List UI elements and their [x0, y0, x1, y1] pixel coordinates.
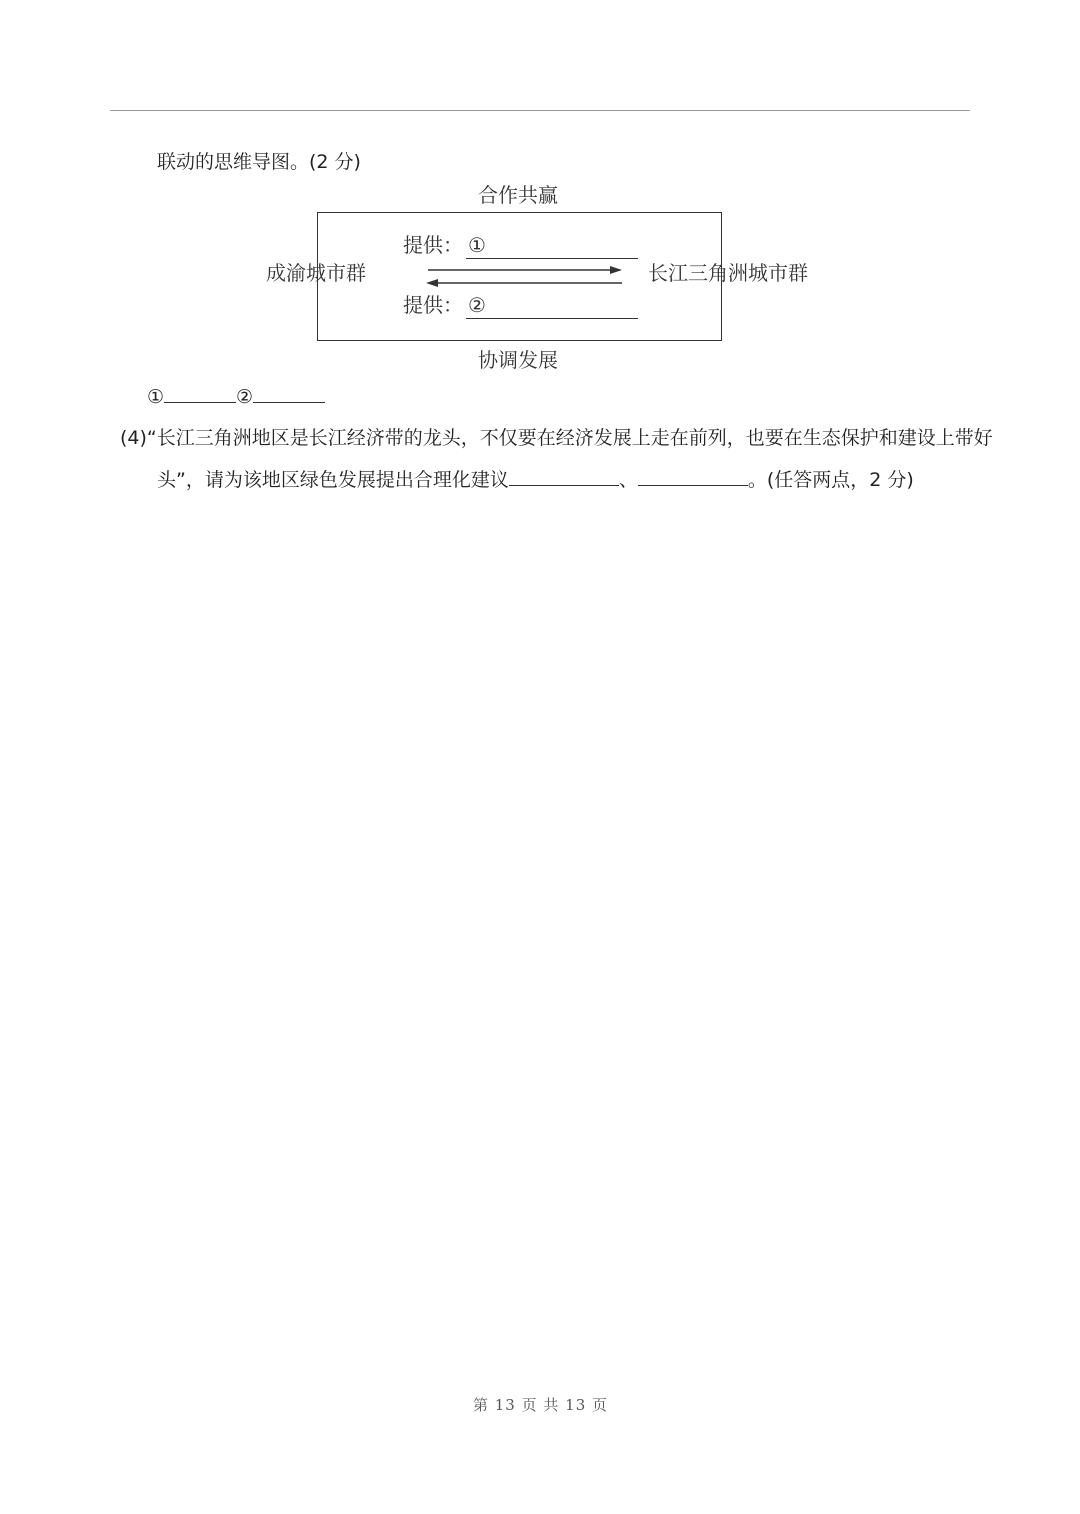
blank-line-2 [466, 318, 638, 319]
answer-marker-2: ② [236, 386, 254, 408]
marker-1: ① [468, 233, 486, 257]
diagram-top-label: 合作共赢 [478, 183, 558, 207]
answer-blank-1[interactable] [164, 384, 236, 403]
header-rule [110, 110, 970, 111]
answer-marker-1: ① [147, 386, 165, 408]
provide-label-2: 提供： [403, 293, 463, 317]
question-4-prefix: 头”，请为该地区绿色发展提出合理化建议 [157, 469, 509, 491]
arrow-left-head [426, 279, 438, 287]
question-4-line-1: (4)“长江三角洲地区是长江经济带的龙头，不仅要在经济发展上走在前列，也要在生态保护和建设上带好 [120, 427, 993, 449]
arrow-right-head [610, 266, 622, 274]
intro-text: 联动的思维导图。(2 分) [157, 151, 361, 173]
question-4-separator: 、 [618, 469, 638, 491]
right-city-label: 长江三角洲城市群 [648, 261, 808, 285]
arrows [420, 262, 630, 292]
blank-line-1 [466, 258, 638, 259]
answer-line [147, 384, 325, 409]
page-footer: 第 13 页 共 13 页 [473, 1396, 609, 1414]
question-4-suffix: 。(任答两点，2 分) [747, 469, 914, 491]
provide-label-1: 提供： [403, 233, 463, 257]
left-city-label: 成渝城市群 [266, 261, 366, 285]
question-4-line-2 [157, 467, 914, 492]
marker-2: ② [468, 293, 486, 317]
diagram-bottom-label: 协调发展 [478, 348, 558, 372]
suggestion-blank-1[interactable] [509, 467, 619, 486]
answer-blank-2[interactable] [253, 384, 325, 403]
suggestion-blank-2[interactable] [638, 467, 748, 486]
